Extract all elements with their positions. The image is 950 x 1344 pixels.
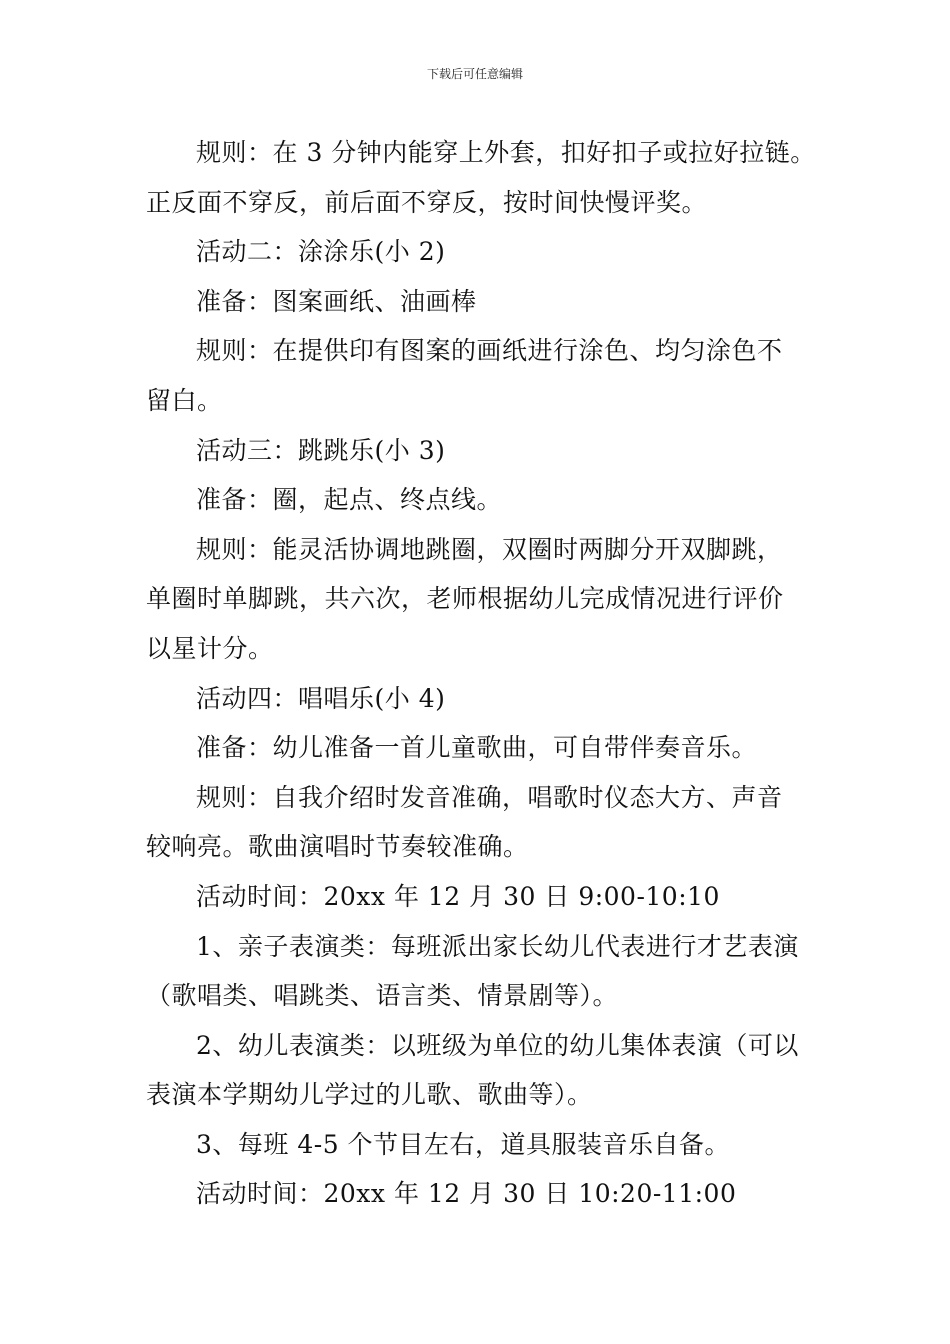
- text-line: 活动三：跳跳乐(小 3): [196, 435, 446, 465]
- heading-activity-two: [146, 227, 811, 277]
- text-line: 1、亲子表演类：每班派出家长幼儿代表进行才艺表演: [196, 931, 799, 961]
- text-line: 较响亮。歌曲演唱时节奏较准确。: [146, 832, 529, 862]
- text-line: 表演本学期幼儿学过的儿歌、歌曲等）。: [146, 1080, 593, 1110]
- text-line: 规则：在提供印有图案的画纸进行涂色、均匀涂色不: [196, 336, 783, 366]
- text-line: 活动四：唱唱乐(小 4): [196, 683, 446, 713]
- text-line: 单圈时单脚跳，共六次，老师根据幼儿完成情况进行评价: [146, 584, 784, 614]
- text-line: 规则：能灵活协调地跳圈，双圈时两脚分开双脚跳，: [196, 534, 783, 564]
- heading-activity-four: [146, 674, 811, 724]
- paragraph-prep-three: [146, 475, 811, 525]
- text-line: 活动二：涂涂乐(小 2): [196, 237, 446, 267]
- text-line: 准备：圈，起点、终点线。: [196, 485, 503, 515]
- paragraph-rule-four: [146, 773, 811, 872]
- paragraph-item-three: [146, 1120, 811, 1170]
- text-line: （歌唱类、唱跳类、语言类、情景剧等）。: [146, 981, 619, 1011]
- text-line: 规则：在 3 分钟内能穿上外套，扣好扣子或拉好拉链。: [196, 138, 816, 167]
- text-line: 2、幼儿表演类：以班级为单位的幼儿集体表演（可以: [196, 1030, 799, 1060]
- paragraph-activity-time-one: [146, 872, 811, 922]
- paragraph-rule-two: [146, 326, 811, 425]
- paragraph-activity-time-two: [146, 1169, 811, 1219]
- paragraph-item-two: [146, 1021, 811, 1120]
- text-line: 规则：自我介绍时发音准确，唱歌时仪态大方、声音: [196, 782, 783, 812]
- heading-activity-three: [146, 426, 811, 476]
- text-line: 准备：幼儿准备一首儿童歌曲，可自带伴奏音乐。: [196, 733, 758, 763]
- paragraph-item-one: [146, 922, 811, 1021]
- text-line: 活动时间：20xx 年 12 月 30 日 9:00-10:10: [196, 881, 720, 911]
- text-line: 活动时间：20xx 年 12 月 30 日 10:20-11:00: [196, 1179, 737, 1209]
- paragraph-prep-four: [146, 723, 811, 773]
- text-line: 正反面不穿反，前后面不穿反，按时间快慢评奖。: [146, 187, 708, 217]
- paragraph-prep-two: [146, 277, 811, 327]
- paragraph-rule-jacket: [146, 128, 816, 227]
- text-line: 准备：图案画纸、油画棒: [196, 286, 477, 316]
- text-line: 以星计分。: [146, 633, 274, 663]
- text-line: 留白。: [146, 385, 223, 415]
- text-line: 3、每班 4-5 个节目左右，道具服装音乐自备。: [196, 1129, 731, 1159]
- header-note: 下载后可任意编辑: [426, 67, 523, 81]
- document-body: [146, 128, 816, 1219]
- paragraph-rule-three: [146, 525, 811, 674]
